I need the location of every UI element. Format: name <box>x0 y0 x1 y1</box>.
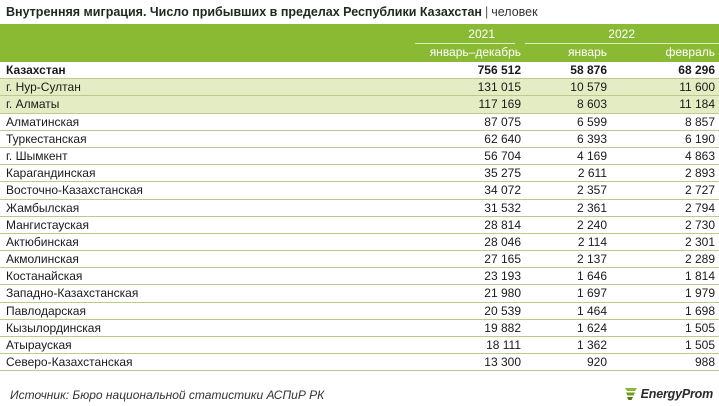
table-row <box>0 234 719 251</box>
row-value-feb: 4 863 <box>684 148 715 163</box>
row-value-jan: 2 137 <box>576 252 607 267</box>
row-value-jan: 1 362 <box>576 338 607 352</box>
row-value-feb: 2 289 <box>684 252 715 267</box>
row-value-2021: 34 072 <box>484 183 521 198</box>
row-value-2021: 13 300 <box>484 355 521 370</box>
row-value-2021: 28 046 <box>484 234 521 249</box>
row-name: Атырауская <box>6 338 72 352</box>
row-value-feb: 2 727 <box>684 183 715 198</box>
row-value-2021: 21 980 <box>484 286 521 301</box>
row-value-feb: 11 184 <box>679 97 715 112</box>
row-value-2021: 31 532 <box>484 200 521 215</box>
table-row <box>0 337 719 354</box>
row-value-2021: 35 275 <box>484 166 521 181</box>
header-col-feb: февраль <box>665 45 715 59</box>
row-value-jan: 2 611 <box>577 166 607 181</box>
row-value-jan: 8 603 <box>576 97 607 112</box>
table-row <box>0 200 719 217</box>
row-value-jan: 2 361 <box>576 200 607 215</box>
row-value-feb: 6 190 <box>684 131 715 146</box>
row-value-2021: 87 075 <box>484 114 521 129</box>
table-row <box>0 268 719 285</box>
row-value-feb: 2 730 <box>684 217 715 232</box>
row-value-2021: 18 111 <box>486 338 521 352</box>
row-name: Западно-Казахстанская <box>6 286 139 301</box>
row-name: Акмолинская <box>6 252 79 267</box>
row-name: Туркестанская <box>6 131 87 146</box>
row-value-2021: 56 704 <box>484 148 521 163</box>
row-value-feb: 1 505 <box>684 320 715 335</box>
row-value-2021: 131 015 <box>477 80 521 95</box>
table-title <box>0 0 719 24</box>
row-name: г. Алматы <box>6 97 60 112</box>
row-value-jan: 1 464 <box>576 303 607 318</box>
row-value-feb: 11 600 <box>679 80 715 95</box>
table-row <box>0 96 719 113</box>
row-name: г. Шымкент <box>6 148 68 163</box>
row-value-jan: 2 114 <box>577 234 607 249</box>
table-row <box>0 148 719 165</box>
table-row <box>0 354 719 371</box>
title-unit: человек <box>491 5 538 19</box>
row-value-jan: 2 240 <box>576 217 607 232</box>
table-row <box>0 114 719 131</box>
row-value-jan: 58 876 <box>570 63 607 77</box>
header-year-2021: 2021 <box>468 27 495 41</box>
row-name: Костанайская <box>6 269 83 284</box>
row-name: Казахстан <box>6 63 66 77</box>
table-row <box>0 285 719 302</box>
row-value-jan: 6 393 <box>576 131 607 146</box>
row-value-2021: 62 640 <box>484 131 521 146</box>
row-value-2021: 23 193 <box>484 269 521 284</box>
row-value-feb: 2 893 <box>684 166 715 181</box>
row-value-feb: 1 698 <box>684 303 715 318</box>
row-value-jan: 1 697 <box>576 286 607 301</box>
row-name: Алматинская <box>6 114 80 129</box>
row-value-2021: 28 814 <box>484 217 521 232</box>
header-col-jan-dec: январь–декабрь <box>429 45 521 59</box>
row-name: Северо-Казахстанская <box>6 355 133 370</box>
header-divider-2022 <box>525 43 719 44</box>
table-footer <box>0 385 719 406</box>
header-col-jan: январь <box>568 45 607 59</box>
row-value-feb: 2 301 <box>684 234 715 249</box>
table-row <box>0 303 719 320</box>
table-row <box>0 217 719 234</box>
row-name: Актюбинская <box>6 234 79 249</box>
table-row-total <box>0 62 719 79</box>
row-value-feb: 1 814 <box>684 269 715 284</box>
row-value-jan: 4 169 <box>576 148 607 163</box>
row-name: Павлодарская <box>6 303 86 318</box>
row-value-2021: 20 539 <box>484 303 521 318</box>
row-value-jan: 920 <box>586 355 607 370</box>
table-row <box>0 251 719 268</box>
header-divider-2021 <box>415 43 515 44</box>
header-year-2022: 2022 <box>608 27 635 41</box>
table-row <box>0 182 719 199</box>
row-value-jan: 6 599 <box>576 114 607 129</box>
row-value-feb: 68 296 <box>678 63 715 77</box>
row-name: Восточно-Казахстанская <box>6 183 143 198</box>
table-header <box>0 24 719 62</box>
row-value-feb: 988 <box>694 355 715 370</box>
row-value-2021: 19 882 <box>484 320 521 335</box>
row-value-jan: 1 646 <box>576 269 607 284</box>
title-separator: | <box>484 5 489 19</box>
source-note: Источник: Бюро национальной статистики АСПиР РК <box>10 388 325 402</box>
row-name: г. Нур-Султан <box>6 80 81 95</box>
row-name: Кызылординская <box>6 320 101 335</box>
row-name: Жамбылская <box>6 200 80 215</box>
row-name: Карагандинская <box>6 166 96 181</box>
energyprom-logo <box>623 386 713 402</box>
table-row <box>0 131 719 148</box>
row-value-feb: 1 505 <box>684 338 715 352</box>
table-body <box>0 62 719 371</box>
row-value-jan: 1 624 <box>576 320 607 335</box>
row-value-jan: 10 579 <box>570 80 607 95</box>
row-value-feb: 8 857 <box>684 114 715 129</box>
row-value-2021: 27 165 <box>484 252 521 267</box>
row-value-2021: 117 169 <box>478 97 521 112</box>
energyprom-logo-icon <box>623 386 639 402</box>
row-value-feb: 2 794 <box>684 200 715 215</box>
row-value-2021: 756 512 <box>477 63 521 77</box>
row-name: Мангистауская <box>6 217 89 232</box>
title-main: Внутренняя миграция. Число прибывших в пределах Республики Казахстан <box>6 5 482 19</box>
logo-brand-text: EnergyProm <box>640 387 713 401</box>
table-row <box>0 79 719 96</box>
table-row <box>0 320 719 337</box>
row-value-jan: 2 357 <box>576 183 607 198</box>
table-row <box>0 165 719 182</box>
row-value-feb: 1 979 <box>684 286 715 301</box>
